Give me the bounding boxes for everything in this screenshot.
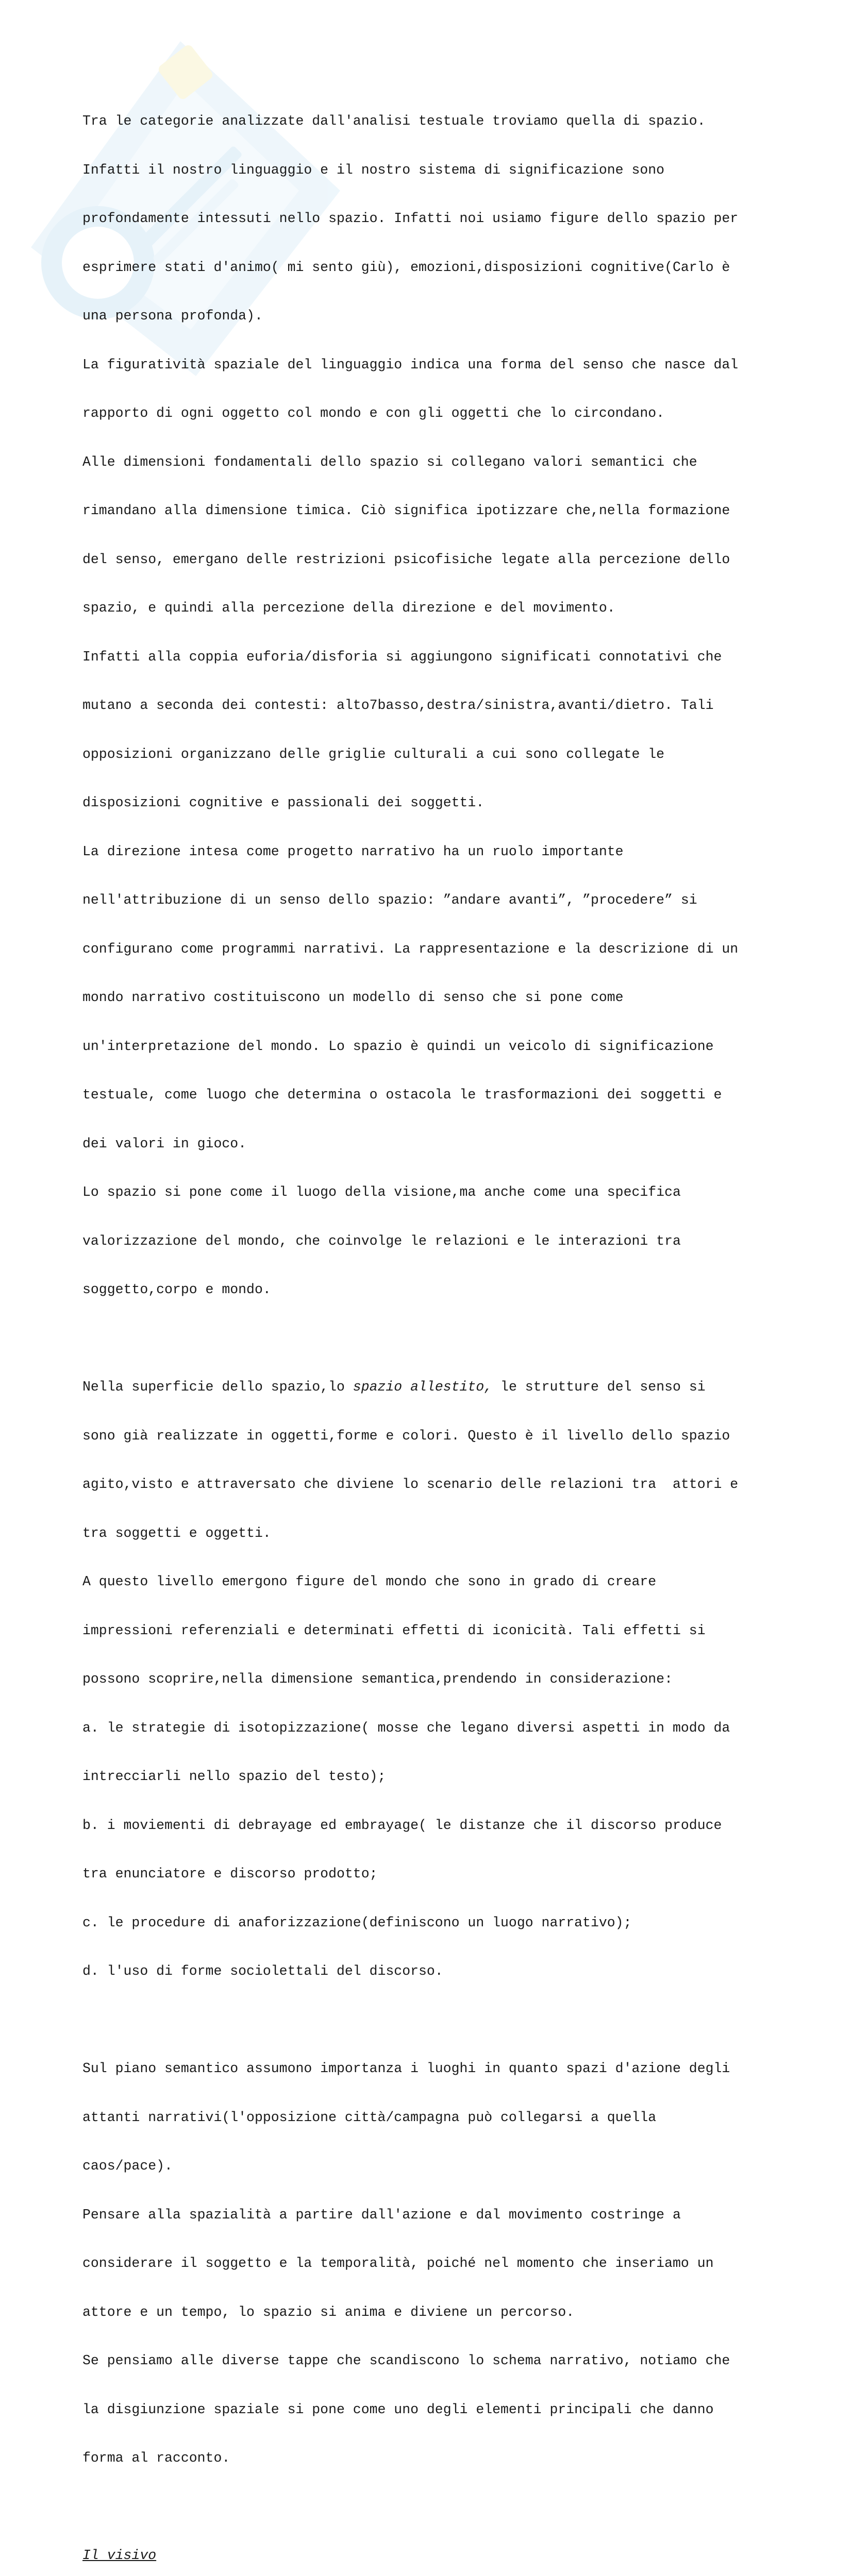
mixed-line-before: Nella superficie dello spazio,lo — [82, 1379, 353, 1395]
text-line: b. i moviementi di debrayage ed embrayage( le distanze che il discorso produce — [82, 1817, 722, 1833]
mixed-line-italic: spazio allestito, — [353, 1379, 493, 1395]
text-line: Alle dimensioni fondamentali dello spazio si collegano valori semantici che — [82, 454, 697, 470]
text-line: A questo livello emergono figure del mondo che sono in grado di creare — [82, 1574, 657, 1589]
text-line: impressioni referenziali e determinati effetti di iconicità. Tali effetti si — [82, 1622, 706, 1638]
text-line: La direzione intesa come progetto narrativo ha un ruolo importante — [82, 843, 624, 859]
text-line: Infatti alla coppia euforia/disforia si aggiungono significati connotativi che — [82, 649, 722, 665]
text-line: nell'attribuzione di un senso dello spazio: ”andare avanti”, ”procedere” si — [82, 892, 697, 908]
text-line: mondo narrativo costituiscono un modello di senso che si pone come — [82, 990, 624, 1005]
text-line: disposizioni cognitive e passionali dei soggetti. — [82, 795, 485, 810]
mixed-line — [82, 1379, 804, 1396]
text-line: Infatti il nostro linguaggio e il nostro sistema di significazione sono — [82, 162, 665, 178]
text-line: dei valori in gioco. — [82, 1136, 247, 1151]
blank-line — [82, 2012, 804, 2029]
text-line: profondamente intessuti nello spazio. Infatti noi usiamo figure dello spazio per — [82, 211, 739, 226]
document-body — [82, 81, 804, 2576]
text-line: una persona profonda). — [82, 308, 263, 324]
blank-line — [82, 1331, 804, 1347]
text-line: intrecciarli nello spazio del testo); — [82, 1769, 386, 1784]
text-line: un'interpretazione del mondo. Lo spazio è quindi un veicolo di significazione — [82, 1038, 714, 1054]
text-line: Se pensiamo alle diverse tappe che scandiscono lo schema narrativo, notiamo che — [82, 2353, 730, 2368]
text-line: opposizioni organizzano delle griglie culturali a cui sono collegate le — [82, 746, 665, 762]
text-line: valorizzazione del mondo, che coinvolge le relazioni e le interazioni tra — [82, 1233, 681, 1249]
text-line: possono scoprire,nella dimensione semantica,prendendo in considerazione: — [82, 1671, 673, 1687]
text-line: soggetto,corpo e mondo. — [82, 1282, 271, 1297]
text-line: la disgiunzione spaziale si pone come uno degli elementi principali che danno — [82, 2401, 714, 2417]
text-line: Lo spazio si pone come il luogo della visione,ma anche come una specifica — [82, 1184, 681, 1200]
text-line: testuale, come luogo che determina o ostacola le trasformazioni dei soggetti e — [82, 1087, 722, 1103]
text-line: caos/pace). — [82, 2158, 173, 2174]
text-line: considerare il soggetto e la temporalità, poiché nel momento che inseriamo un — [82, 2256, 714, 2271]
text-line: forma al racconto. — [82, 2450, 230, 2466]
text-line: La figuratività spaziale del linguaggio indica una forma del senso che nasce dal — [82, 357, 739, 372]
text-line: configurano come programmi narrativi. La rappresentazione e la descrizione di un — [82, 941, 739, 957]
text-line: tra enunciatore e discorso prodotto; — [82, 1866, 378, 1882]
text-line: sono già realizzate in oggetti,forme e colori. Questo è il livello dello spazio — [82, 1428, 730, 1444]
text-line: a. le strategie di isotopizzazione( mosse che legano diversi aspetti in modo da — [82, 1720, 730, 1736]
text-line: Tra le categorie analizzate dall'analisi testuale troviamo quella di spazio. — [82, 113, 706, 129]
text-line: agito,visto e attraversato che diviene lo scenario delle relazioni tra attori e — [82, 1477, 739, 1492]
section-heading: Il visivo — [82, 2548, 157, 2563]
text-line: mutano a seconda dei contesti: alto7basso,destra/sinistra,avanti/dietro. Tali — [82, 698, 714, 713]
text-line: c. le procedure di anaforizzazione(definiscono un luogo narrativo); — [82, 1914, 632, 1930]
text-line: rapporto di ogni oggetto col mondo e con gli oggetti che lo circondano. — [82, 405, 665, 421]
text-line: spazio, e quindi alla percezione della direzione e del movimento. — [82, 600, 615, 616]
text-line: esprimere stati d'animo( mi sento giù), emozioni,disposizioni cognitive(Carlo è — [82, 259, 730, 275]
text-line: rimandano alla dimensione timica. Ciò significa ipotizzare che,nella formazione — [82, 503, 730, 518]
text-line: attore e un tempo, lo spazio si anima e diviene un percorso. — [82, 2304, 575, 2320]
text-line: tra soggetti e oggetti. — [82, 1525, 271, 1541]
text-line: del senso, emergano delle restrizioni psicofisiche legate alla percezione dello — [82, 551, 730, 567]
text-line: d. l'uso di forme sociolettali del discorso. — [82, 1963, 443, 1979]
mixed-line-after: le strutture del senso si — [492, 1379, 706, 1395]
blank-line — [82, 2499, 804, 2516]
text-line: Pensare alla spazialità a partire dall'azione e dal movimento costringe a — [82, 2207, 681, 2223]
text-line: attanti narrativi(l'opposizione città/campagna può collegarsi a quella — [82, 2109, 657, 2125]
text-line: Sul piano semantico assumono importanza i luoghi in quanto spazi d'azione degli — [82, 2061, 730, 2076]
